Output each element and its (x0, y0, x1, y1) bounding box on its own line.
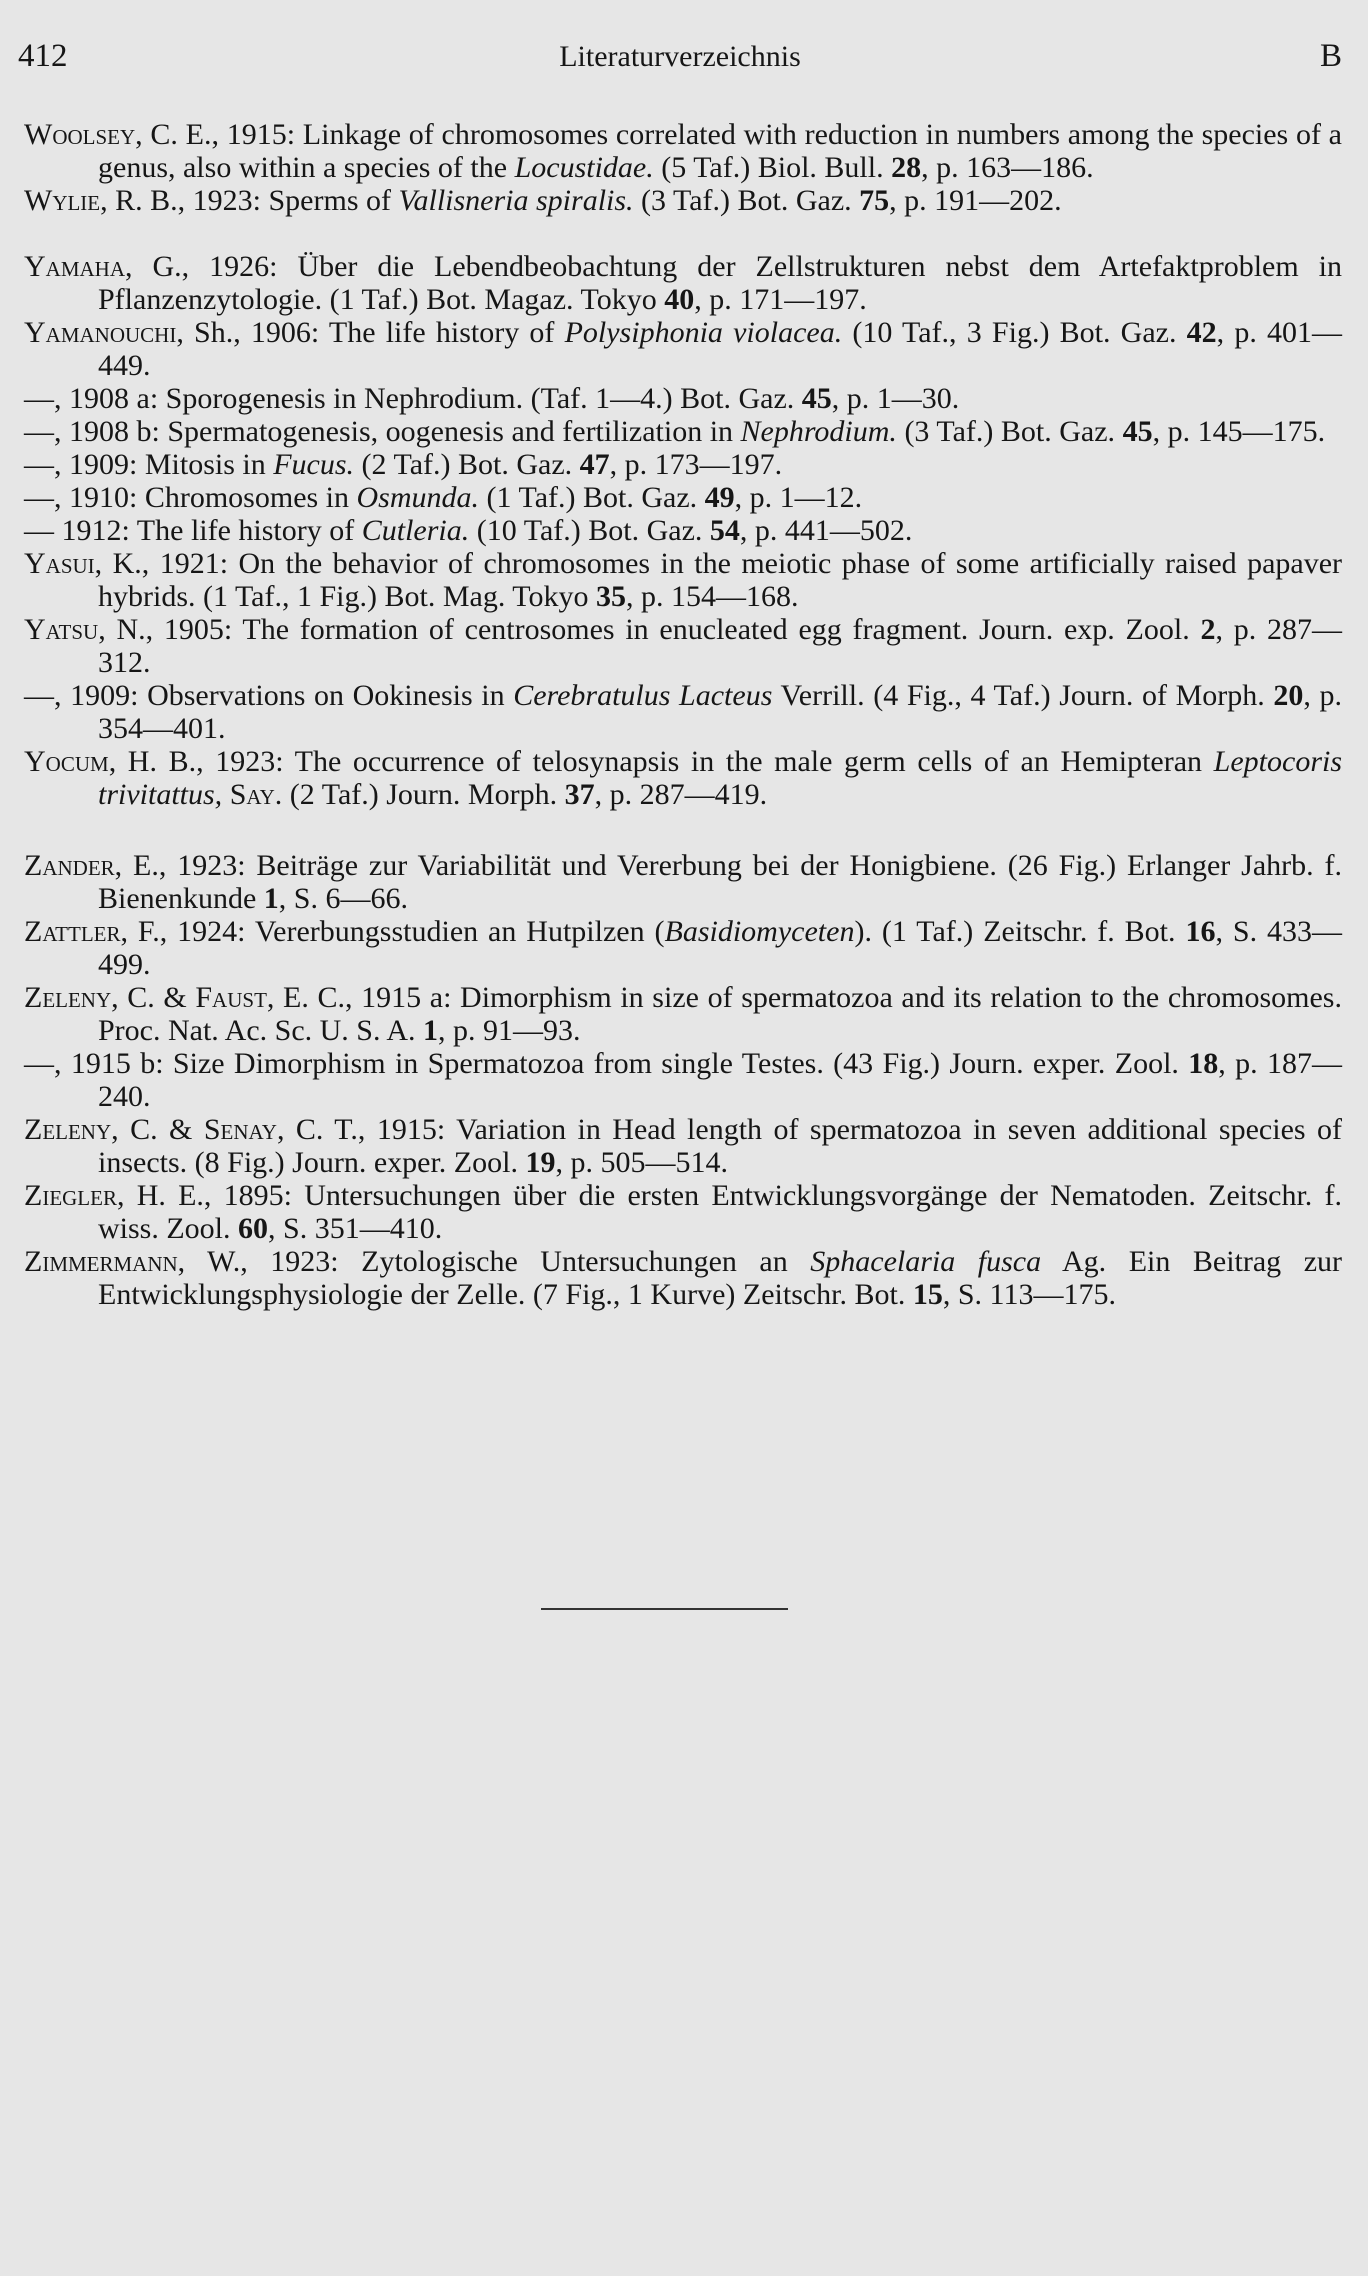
reference-entry: Wylie, R. B., 1923: Sperms of Vallisneria spiralis. (3 Taf.) Bot. Gaz. 75, p. 191—202. (24, 184, 1062, 217)
end-rule (541, 1608, 788, 1610)
letter-group-gap (24, 217, 1342, 250)
letter-group-gap (24, 811, 1342, 849)
reference-entry: —, 1909: Observations on Ookinesis in Cerebratulus Lacteus Verrill. (4 Fig., 4 Taf.) Journ. of Morph. 20, p. 354—401. (24, 679, 1342, 745)
reference-entry: Yamanouchi, Sh., 1906: The life history of Polysiphonia violacea. (10 Taf., 3 Fig.) Bot. Gaz. 42, p. 401—449. (24, 316, 1343, 382)
reference-entry: Zander, E., 1923: Beiträge zur Variabilität und Vererbung bei der Honigbiene. (26 Fig.) Erlanger Jahrb. f. Bienenkunde 1, S. 6—66. (24, 849, 1342, 915)
reference-entry: Zeleny, C. & Faust, E. C., 1915 a: Dimorphism in size of spermatozoa and its relation to the chromosomes. Proc. Nat. Ac. Sc. U. S. A. 1, p. 91—93. (24, 981, 1342, 1047)
running-title: Literaturverzeichnis (559, 40, 801, 73)
reference-entry: —, 1910: Chromosomes in Osmunda. (1 Taf.) Bot. Gaz. 49, p. 1—12. (24, 481, 863, 514)
reference-entry: Yasui, K., 1921: On the behavior of chromosomes in the meiotic phase of some artificially raised papaver hybrids. (1 Taf., 1 Fig.) Bot. Mag. Tokyo 35, p. 154—168. (24, 547, 1343, 613)
reference-entry: — 1912: The life history of Cutleria. (10 Taf.) Bot. Gaz. 54, p. 441—502. (24, 514, 913, 547)
reference-entry: Yamaha, G., 1926: Über die Lebendbeobachtung der Zellstrukturen nebst dem Artefaktproblem in Pflanzenzytologie. (1 Taf.) Bot. Magaz. Tokyo 40, p. 171—197. (24, 250, 1342, 316)
reference-entry: Yocum, H. B., 1923: The occurrence of telosynapsis in the male germ cells of an Hemipteran Leptocoris trivitattus, Say. (2 Taf.) Journ. Morph. 37, p. 287—419. (24, 745, 1343, 811)
reference-entry: —, 1908 b: Spermatogenesis, oogenesis and fertilization in Nephrodium. (3 Taf.) Bot. Gaz. 45, p. 145—175. (24, 415, 1326, 448)
reference-entry: Zimmermann, W., 1923: Zytologische Untersuchungen an Sphacelaria fusca Ag. Ein Beitrag zur Entwicklungsphysiologie der Zelle. (7 Fig., 1 Kurve) Zeitschr. Bot. 15, S. 113—175. (24, 1245, 1343, 1311)
reference-list (24, 118, 1342, 1311)
section-letter: B (1319, 38, 1342, 74)
reference-entry: Ziegler, H. E., 1895: Untersuchungen über die ersten Entwicklungsvorgänge der Nematoden. Zeitschr. f. wiss. Zool. 60, S. 351—410. (24, 1179, 1342, 1245)
page-header (18, 38, 1342, 88)
reference-entry: —, 1915 b: Size Dimorphism in Spermatozoa from single Testes. (43 Fig.) Journ. exper. Zool. 18, p. 187—240. (24, 1047, 1342, 1113)
reference-entry: —, 1909: Mitosis in Fucus. (2 Taf.) Bot. Gaz. 47, p. 173—197. (24, 448, 783, 481)
reference-entry: Yatsu, N., 1905: The formation of centrosomes in enucleated egg fragment. Journ. exp. Zool. 2, p. 287—312. (24, 613, 1342, 679)
reference-entry: Zeleny, C. & Senay, C. T., 1915: Variation in Head length of spermatozoa in seven additional species of insects. (8 Fig.) Journ. exper. Zool. 19, p. 505—514. (24, 1113, 1343, 1179)
reference-entry: —, 1908 a: Sporogenesis in Nephrodium. (Taf. 1—4.) Bot. Gaz. 45, p. 1—30. (24, 382, 960, 415)
reference-entry: Woolsey, C. E., 1915: Linkage of chromosomes correlated with reduction in numbers among the species of a genus, also within a species of the Locustidae. (5 Taf.) Biol. Bull. 28, p. 163—186. (24, 118, 1342, 184)
page-number: 412 (18, 38, 68, 74)
reference-entry: Zattler, F., 1924: Vererbungsstudien an Hutpilzen (Basidiomyceten). (1 Taf.) Zeitschr. f. Bot. 16, S. 433—499. (24, 915, 1342, 981)
